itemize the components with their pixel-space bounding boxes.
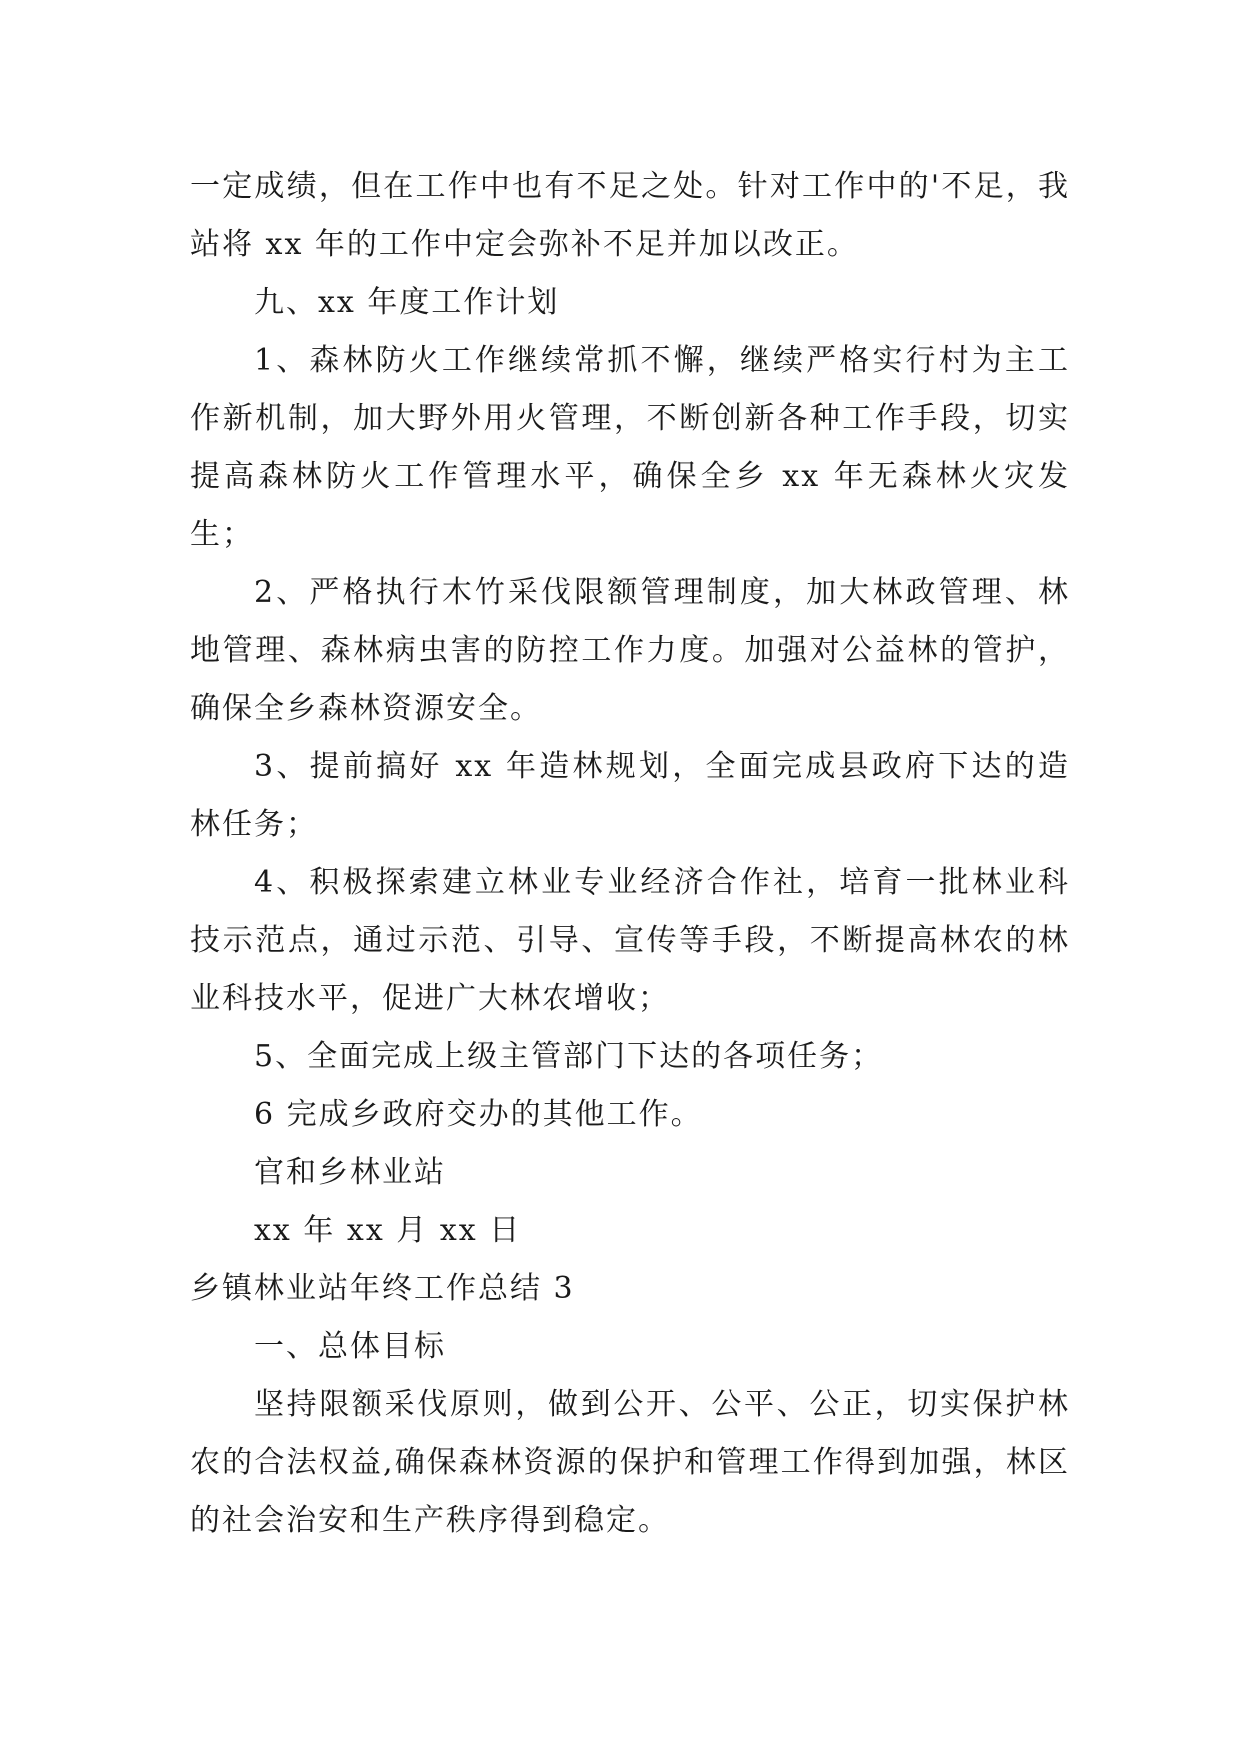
document-title: 乡镇林业站年终工作总结 3 xyxy=(190,1271,575,1306)
paragraph-goal: 坚持限额采伐原则，做到公开、公平、公正，切实保护林农的合法权益,确保森林资源的保护和管理工作得到加强，林区的社会治安和生产秩序得到稳定。 xyxy=(190,1387,1070,1538)
document-body xyxy=(190,158,1070,1550)
plan-item-5: 5、全面完成上级主管部门下达的各项任务； xyxy=(254,1039,884,1074)
paragraph-continuation: 一定成绩，但在工作中也有不足之处。针对工作中的'不足，我站将 xx 年的工作中定会弥补不足并加以改正。 xyxy=(190,169,1070,262)
plan-item-2: 2、严格执行木竹采伐限额管理制度，加大林政管理、林地管理、森林病虫害的防控工作力度。加强对公益林的管护，确保全乡森林资源安全。 xyxy=(190,575,1070,726)
signature-date: xx 年 xx 月 xx 日 xyxy=(254,1213,522,1248)
section-heading-plan: 九、xx 年度工作计划 xyxy=(254,285,560,320)
plan-item-3: 3、提前搞好 xx 年造林规划，全面完成县政府下达的造林任务； xyxy=(190,749,1070,842)
plan-item-6: 6 完成乡政府交办的其他工作。 xyxy=(254,1097,703,1132)
section-heading-goal: 一、总体目标 xyxy=(254,1329,446,1364)
signature-organization: 官和乡林业站 xyxy=(254,1155,446,1190)
plan-item-1: 1、森林防火工作继续常抓不懈，继续严格实行村为主工作新机制，加大野外用火管理，不断创新各种工作手段，切实提高森林防火工作管理水平，确保全乡 xx 年无森林火灾发生； xyxy=(190,343,1070,552)
plan-item-4: 4、积极探索建立林业专业经济合作社，培育一批林业科技示范点，通过示范、引导、宣传等手段，不断提高林农的林业科技水平，促进广大林农增收； xyxy=(190,865,1070,1016)
